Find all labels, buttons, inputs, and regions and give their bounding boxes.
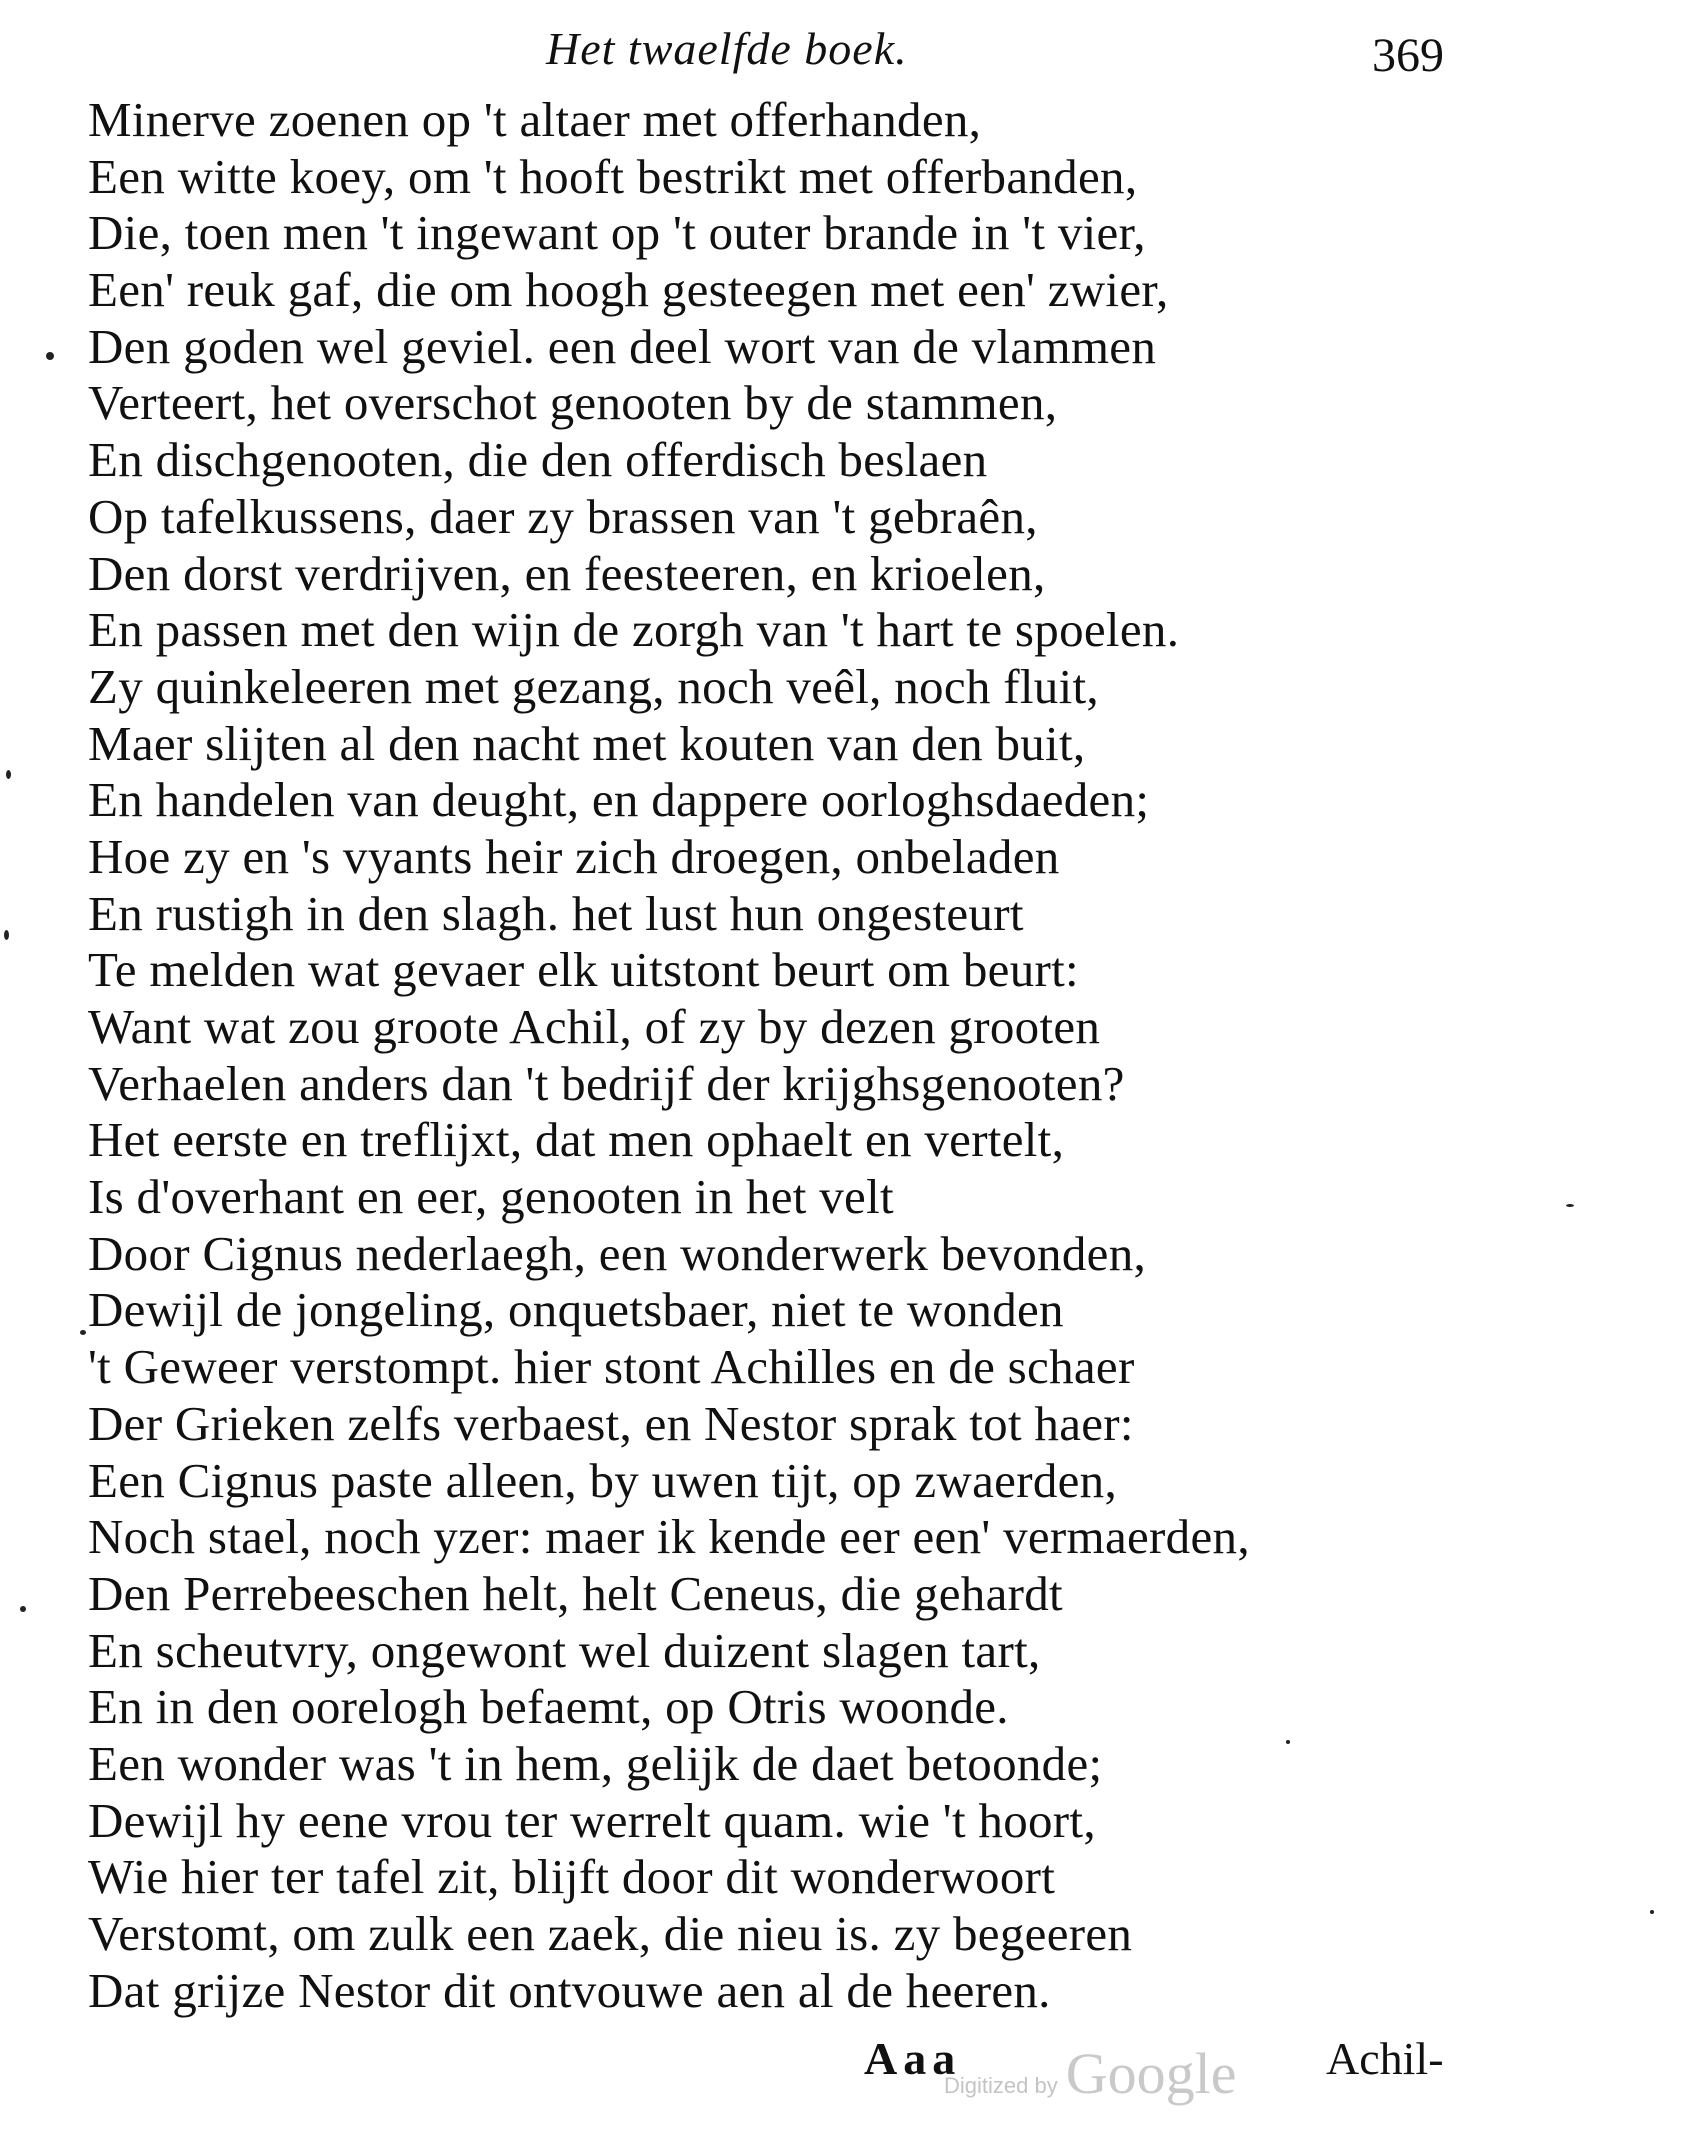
verse-line: Op tafelkussens, daer zy brassen van 't gebraên, <box>88 488 1038 544</box>
verse-line: Een Cignus paste alleen, by uwen tijt, op zwaerden, <box>88 1452 1118 1508</box>
verse-line: Dewijl hy eene vrou ter werrelt quam. wie 't hoort, <box>88 1792 1096 1848</box>
margin-speck <box>1566 1204 1574 1207</box>
margin-speck <box>20 1606 26 1612</box>
verse-line: Dat grijze Nestor dit ontvouwe aen al de heeren. <box>88 1962 1051 2018</box>
verse-line: En in den oorelogh befaemt, op Otris woonde. <box>88 1679 1009 1735</box>
verse-line: Verhaelen anders dan 't bedrijf der krijghsgenooten? <box>88 1055 1125 1111</box>
verse-line: Een wonder was 't in hem, gelijk de daet betoonde; <box>88 1735 1103 1791</box>
verse-line: Te melden wat gevaer elk uitstont beurt om beurt: <box>88 942 1079 998</box>
digitized-watermark <box>944 2040 1236 2107</box>
running-title: Het twaelfde boek. <box>546 23 908 74</box>
verse-line: Wie hier ter tafel zit, blijft door dit wonderwoort <box>88 1849 1056 1905</box>
verse-line: Die, toen men 't ingewant op 't outer brande in 't vier, <box>88 205 1146 261</box>
margin-speck <box>4 930 9 940</box>
verse-line: 't Geweer verstompt. hier stont Achilles en de schaer <box>88 1339 1135 1395</box>
verse-line: Zy quinkeleeren met gezang, noch veêl, noch fluit, <box>88 658 1099 714</box>
verse-line: Het eerste en treflijxt, dat men ophaelt en vertelt, <box>88 1112 1065 1168</box>
verse-line: Verstomt, om zulk een zaek, die nieu is. zy begeeren <box>88 1906 1133 1961</box>
verse-line: Den goden wel geviel. een deel wort van de vlammen <box>88 318 1157 374</box>
catchword: Achil- <box>1326 2033 1444 2084</box>
signature-mark: Aaa <box>864 2033 962 2084</box>
margin-speck <box>1650 1910 1654 1914</box>
google-logo: Google <box>1065 2041 1237 2106</box>
verse-line: En dischgenooten, die den offerdisch beslaen <box>88 432 988 488</box>
verse-line: Der Grieken zelfs verbaest, en Nestor sprak tot haer: <box>88 1395 1134 1451</box>
verse-line: Den Perrebeeschen helt, helt Ceneus, die gehardt <box>88 1565 1063 1621</box>
verse-line: Want wat zou groote Achil, of zy by dezen grooten <box>88 999 1101 1054</box>
verse-text <box>88 92 1488 2019</box>
verse-line: Verteert, het overschot genooten by de stammen, <box>88 375 1058 431</box>
verse-line: Den dorst verdrijven, en feesteeren, en krioelen, <box>88 545 1046 601</box>
verse-line: Een witte koey, om 't hooft bestrikt met offerbanden, <box>88 148 1138 204</box>
verse-line: Dewijl de jongeling, onquetsbaer, niet te wonden <box>88 1282 1064 1338</box>
verse-line: Hoe zy en 's vyants heir zich droegen, onbeladen <box>88 828 1060 884</box>
margin-speck <box>46 352 54 360</box>
verse-line: En passen met den wijn de zorgh van 't hart te spoelen. <box>88 602 1180 658</box>
verse-line: Door Cignus nederlaegh, een wonderwerk bevonden, <box>88 1225 1147 1281</box>
verse-line: En rustigh in den slagh. het lust hun ongesteurt <box>88 885 1024 941</box>
verse-line: En scheutvry, ongewont wel duizent slagen tart, <box>88 1622 1041 1678</box>
verse-line: Is d'overhant en eer, genooten in het velt <box>88 1169 894 1225</box>
watermark-prefix: Digitized by <box>944 2073 1058 2098</box>
verse-line: Maer slijten al den nacht met kouten van den buit, <box>88 715 1086 771</box>
margin-speck <box>1286 1740 1290 1744</box>
margin-speck <box>6 770 11 779</box>
margin-speck <box>80 1330 86 1335</box>
page-number: 369 <box>1372 29 1444 82</box>
verse-line: Een' reuk gaf, die om hoogh gesteegen met een' zwier, <box>88 262 1169 318</box>
verse-line: Minerve zoenen op 't altaer met offerhanden, <box>88 92 982 147</box>
verse-line: Noch stael, noch yzer: maer ik kende eer een' vermaerden, <box>88 1509 1250 1565</box>
verse-line: En handelen van deught, en dappere oorloghsdaeden; <box>88 772 1150 828</box>
